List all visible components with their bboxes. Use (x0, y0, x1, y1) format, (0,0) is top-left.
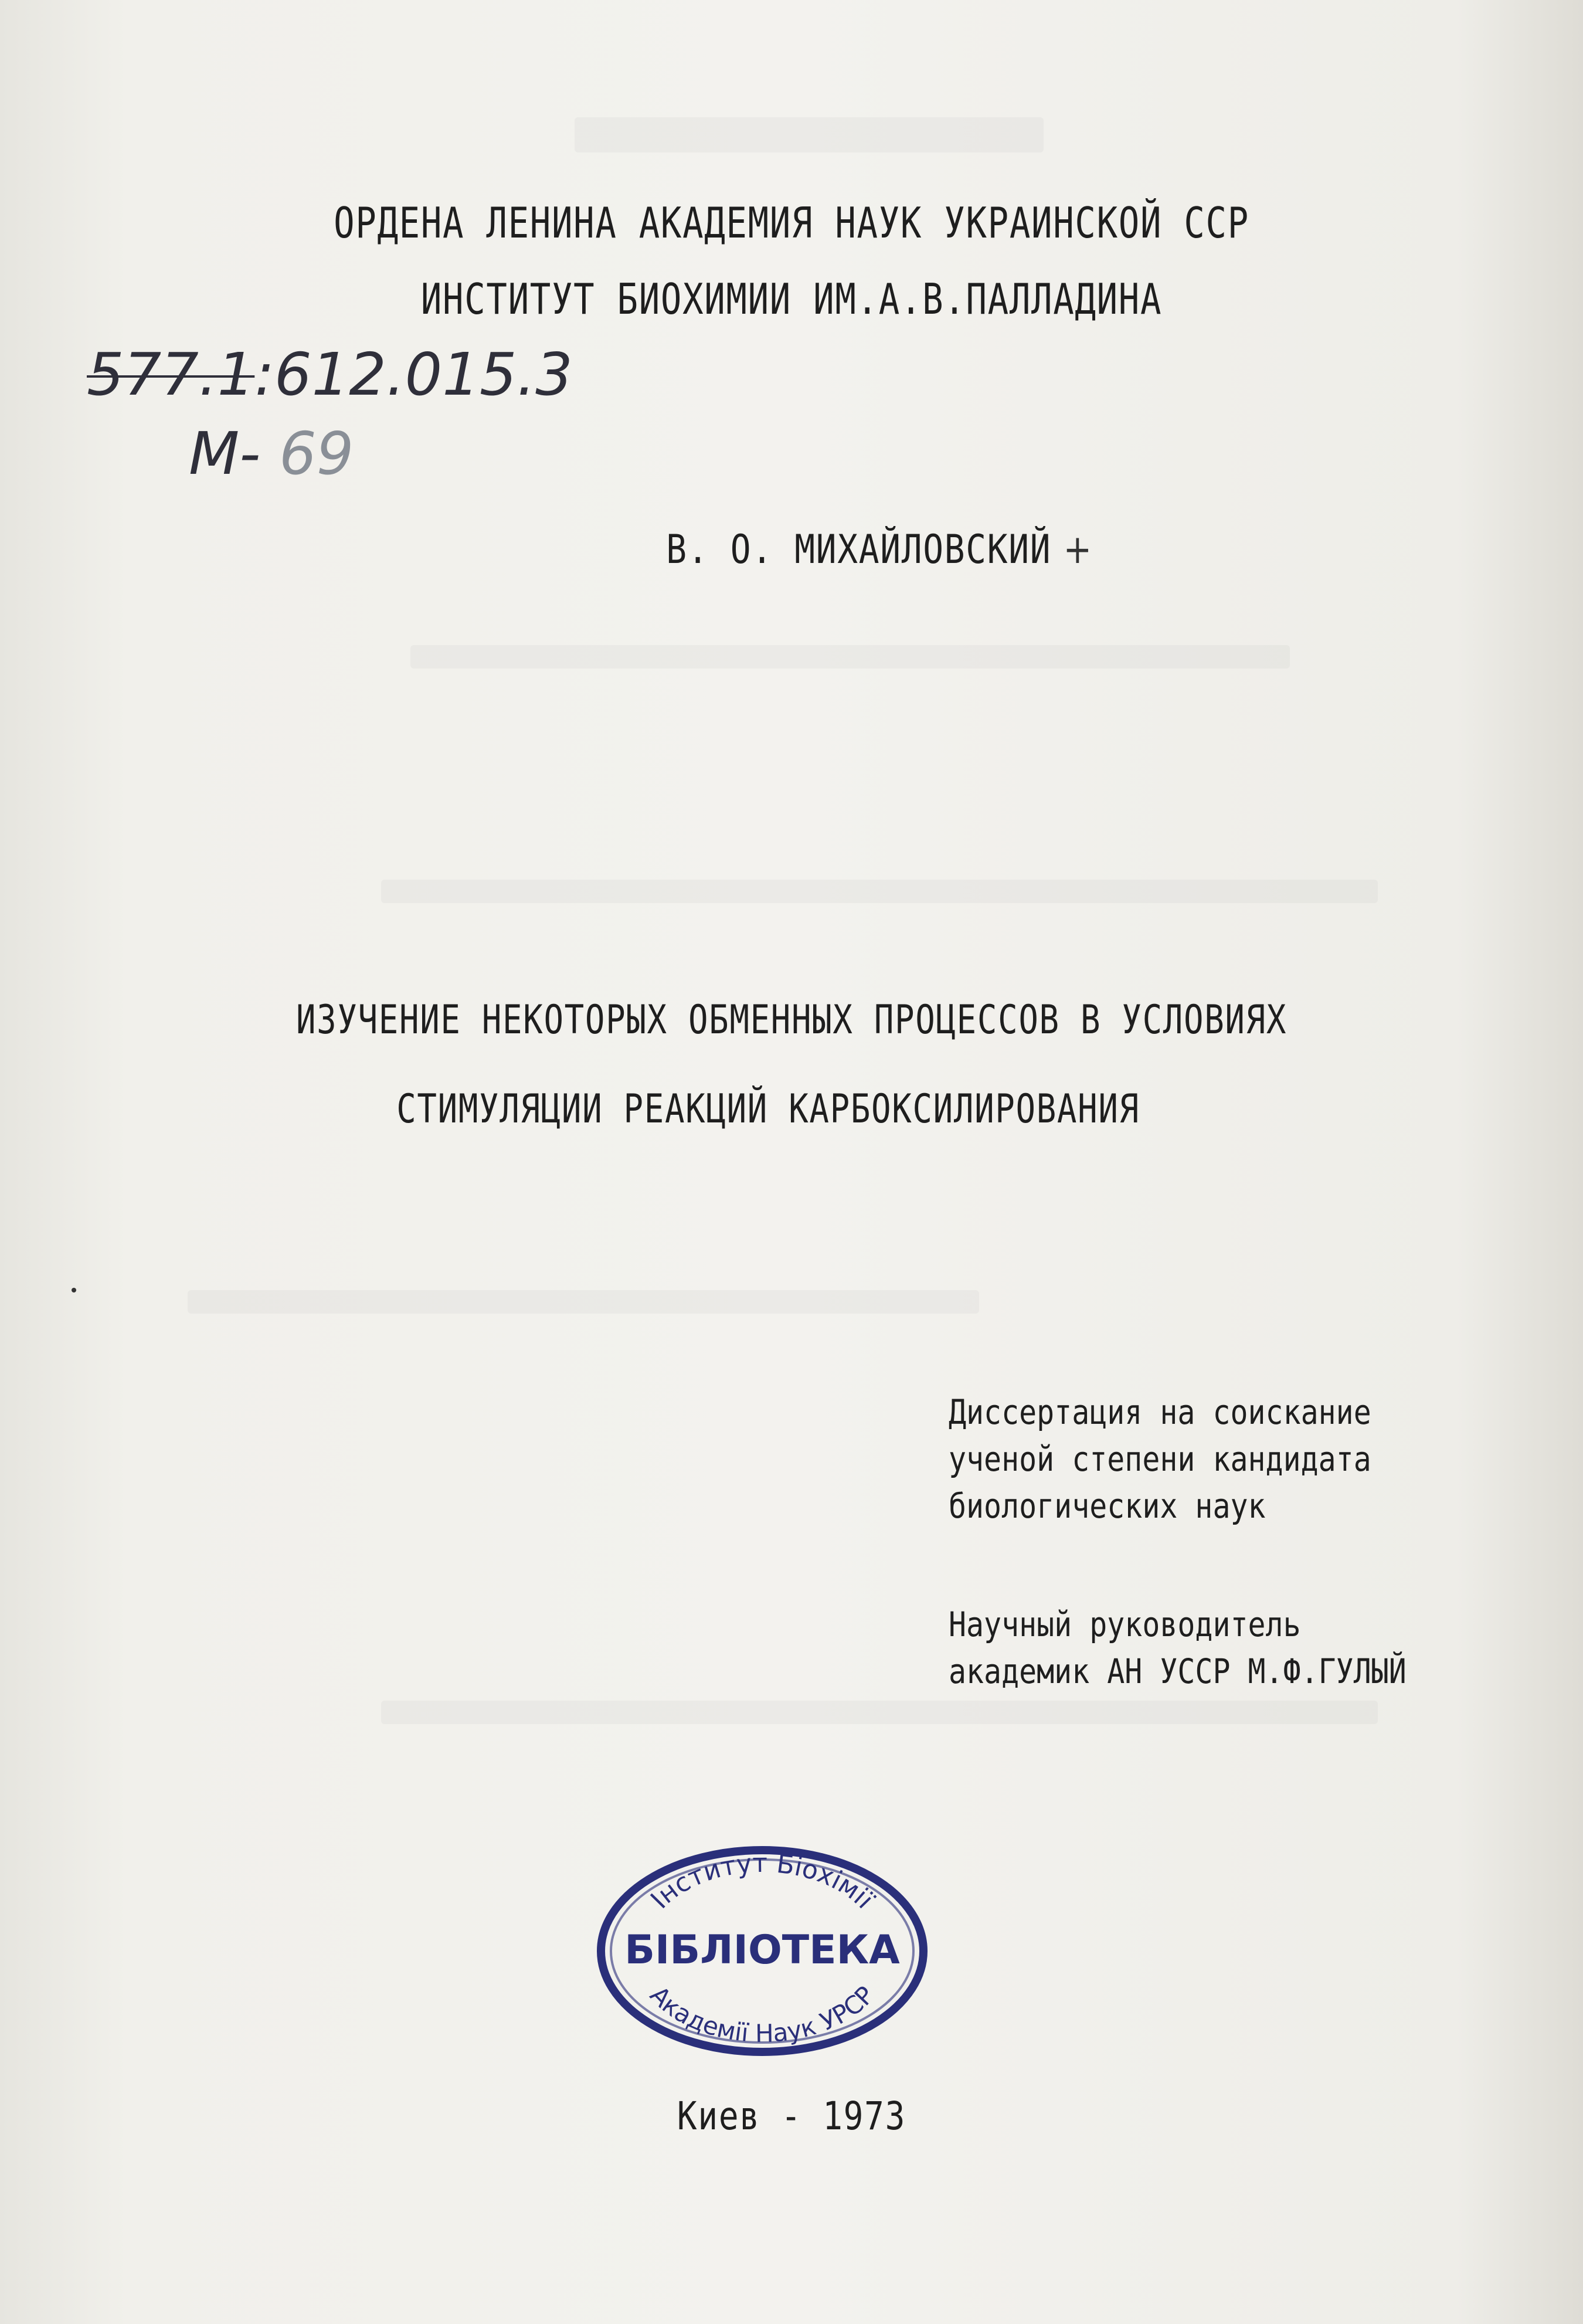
city-year: Киев - 1973 (677, 2094, 906, 2139)
speck (72, 1288, 76, 1292)
institute-name: ИНСТИТУТ БИОХИМИИ ИМ.А.В.ПАЛЛАДИНА (420, 274, 1163, 324)
udc-number: :612.015.3 (254, 340, 573, 409)
show-through-shadow (575, 117, 1044, 152)
supervisor-line-1: Научный руководитель (949, 1604, 1301, 1644)
supervisor-note (949, 1601, 1407, 1695)
call-number-author (189, 419, 354, 488)
show-through-shadow (188, 1290, 979, 1314)
thesis-title-line-1: ИЗУЧЕНИЕ НЕКОТОРЫХ ОБМЕННЫХ ПРОЦЕССОВ В УСЛОВИЯХ (295, 997, 1288, 1043)
thesis-title-line-2: СТИМУЛЯЦИИ РЕАКЦИЙ КАРБОКСИЛИРОВАНИЯ (396, 1086, 1140, 1132)
show-through-shadow (410, 645, 1290, 669)
author-number: 69 (279, 419, 354, 488)
author-mark: М- (189, 419, 261, 488)
supervisor-line-2: академик АН УССР М.Ф.ГУЛЫЙ (949, 1651, 1407, 1691)
author-mark-plus: + (1063, 527, 1093, 573)
library-stamp (592, 1843, 932, 2060)
stamp-top-text: Інститут Біохімії (645, 1848, 880, 1915)
dissertation-line-2: ученой степени кандидата (949, 1439, 1371, 1479)
dissertation-line-1: Диссертация на соискание (949, 1392, 1371, 1432)
dissertation-line-3: биологических наук (949, 1486, 1266, 1526)
author-line (207, 527, 1553, 573)
stamp-bottom-text: Академії Наук УРСР (644, 1980, 880, 2048)
show-through-shadow (381, 1701, 1378, 1724)
dissertation-note (949, 1389, 1371, 1529)
show-through-shadow (381, 880, 1378, 903)
crossed-out-number: 577.1 (87, 340, 255, 409)
author-name: В. О. МИХАЙЛОВСКИЙ (666, 527, 1052, 573)
academy-name: ОРДЕНА ЛЕНИНА АКАДЕМИЯ НАУК УКРАИНСКОЙ ССР (334, 198, 1249, 247)
call-number-class (87, 340, 573, 409)
stamp-center-text: БІБЛІОТЕКА (624, 1927, 900, 1973)
